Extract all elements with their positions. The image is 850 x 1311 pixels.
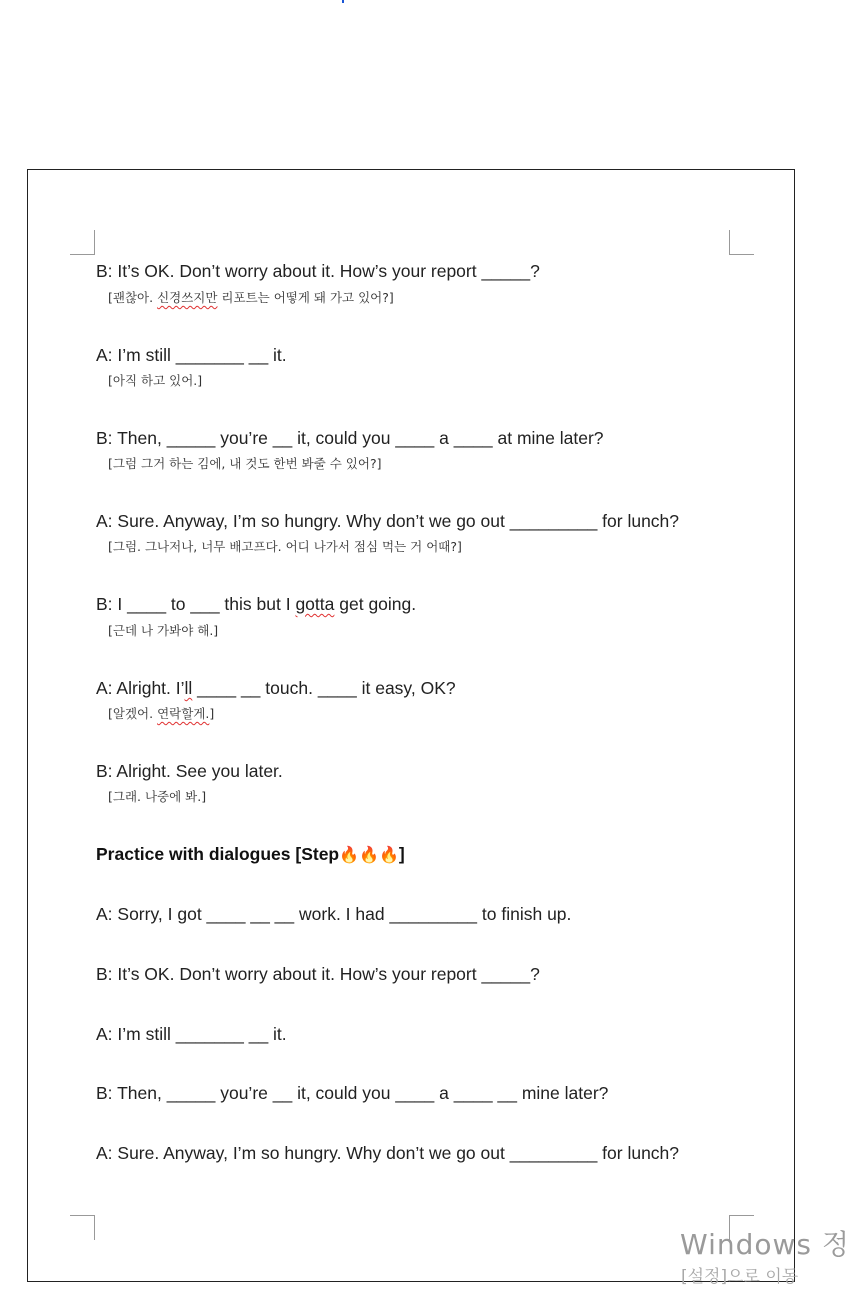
spellcheck-word: 연락할게. [157, 706, 210, 721]
practice-heading: Practice with dialogues [Step🔥🔥🔥] [96, 844, 405, 864]
spellcheck-word: 신경쓰지만 [157, 290, 218, 305]
fire-icon: 🔥 [378, 847, 399, 864]
dialogue-line: A: I’m still _______ __ it. [96, 345, 287, 365]
dialogue-translation: [알겠어. 연락할게.] [108, 706, 215, 721]
practice-line: B: Then, _____ you’re __ it, could you ____ a ____ __ mine later? [96, 1083, 609, 1103]
dialogue-line: A: Sure. Anyway, I’m so hungry. Why don’t we go out _________ for lunch? [96, 511, 680, 531]
dialogue-translation: [그래. 나중에 봐.] [108, 789, 207, 804]
spellcheck-word: ll [184, 678, 193, 698]
document-page[interactable] [27, 169, 795, 1282]
spellcheck-word: gotta [295, 594, 335, 614]
text-cursor [342, 0, 344, 3]
dialogue-translation: [아직 하고 있어.] [108, 373, 203, 388]
margin-corner-top-right [729, 230, 754, 255]
margin-corner-bottom-left [70, 1215, 95, 1240]
dialogue-translation: [근데 나 가봐야 해.] [108, 623, 219, 638]
practice-line: A: I’m still _______ __ it. [96, 1024, 287, 1044]
practice-line: B: It’s OK. Don’t worry about it. How’s your report _____? [96, 964, 540, 984]
dialogue-translation: [그럼 그거 하는 김에, 내 것도 한번 봐줄 수 있어?] [108, 456, 382, 471]
dialogue-line: B: Alright. See you later. [96, 761, 283, 781]
dialogue-translation: [그럼. 그나저나, 너무 배고프다. 어디 나가서 점심 먹는 거 어때?] [108, 539, 462, 554]
practice-line: A: Sure. Anyway, I’m so hungry. Why don’t we go out _________ for lunch? [96, 1143, 680, 1163]
dialogue-line: B: I ____ to ___ this but I gotta get going. [96, 594, 417, 614]
fire-icon: 🔥 [339, 847, 360, 864]
practice-line: A: Sorry, I got ____ __ __ work. I had _________ to finish up. [96, 904, 572, 924]
margin-corner-top-left [70, 230, 95, 255]
activation-watermark-title: Windows 정 [680, 1228, 850, 1261]
fire-icon: 🔥 [359, 847, 379, 864]
dialogue-line: B: Then, _____ you’re __ it, could you ____ a ____ at mine later? [96, 428, 604, 448]
dialogue-translation: [괜찮아. 신경쓰지만 리포트는 어떻게 돼 가고 있어?] [108, 290, 394, 305]
dialogue-line: B: It’s OK. Don’t worry about it. How’s your report _____? [96, 261, 540, 281]
activation-watermark-subtitle: [설정]으로 이동 [681, 1267, 799, 1287]
dialogue-line: A: Alright. I’ll ____ __ touch. ____ it easy, OK? [96, 678, 456, 698]
